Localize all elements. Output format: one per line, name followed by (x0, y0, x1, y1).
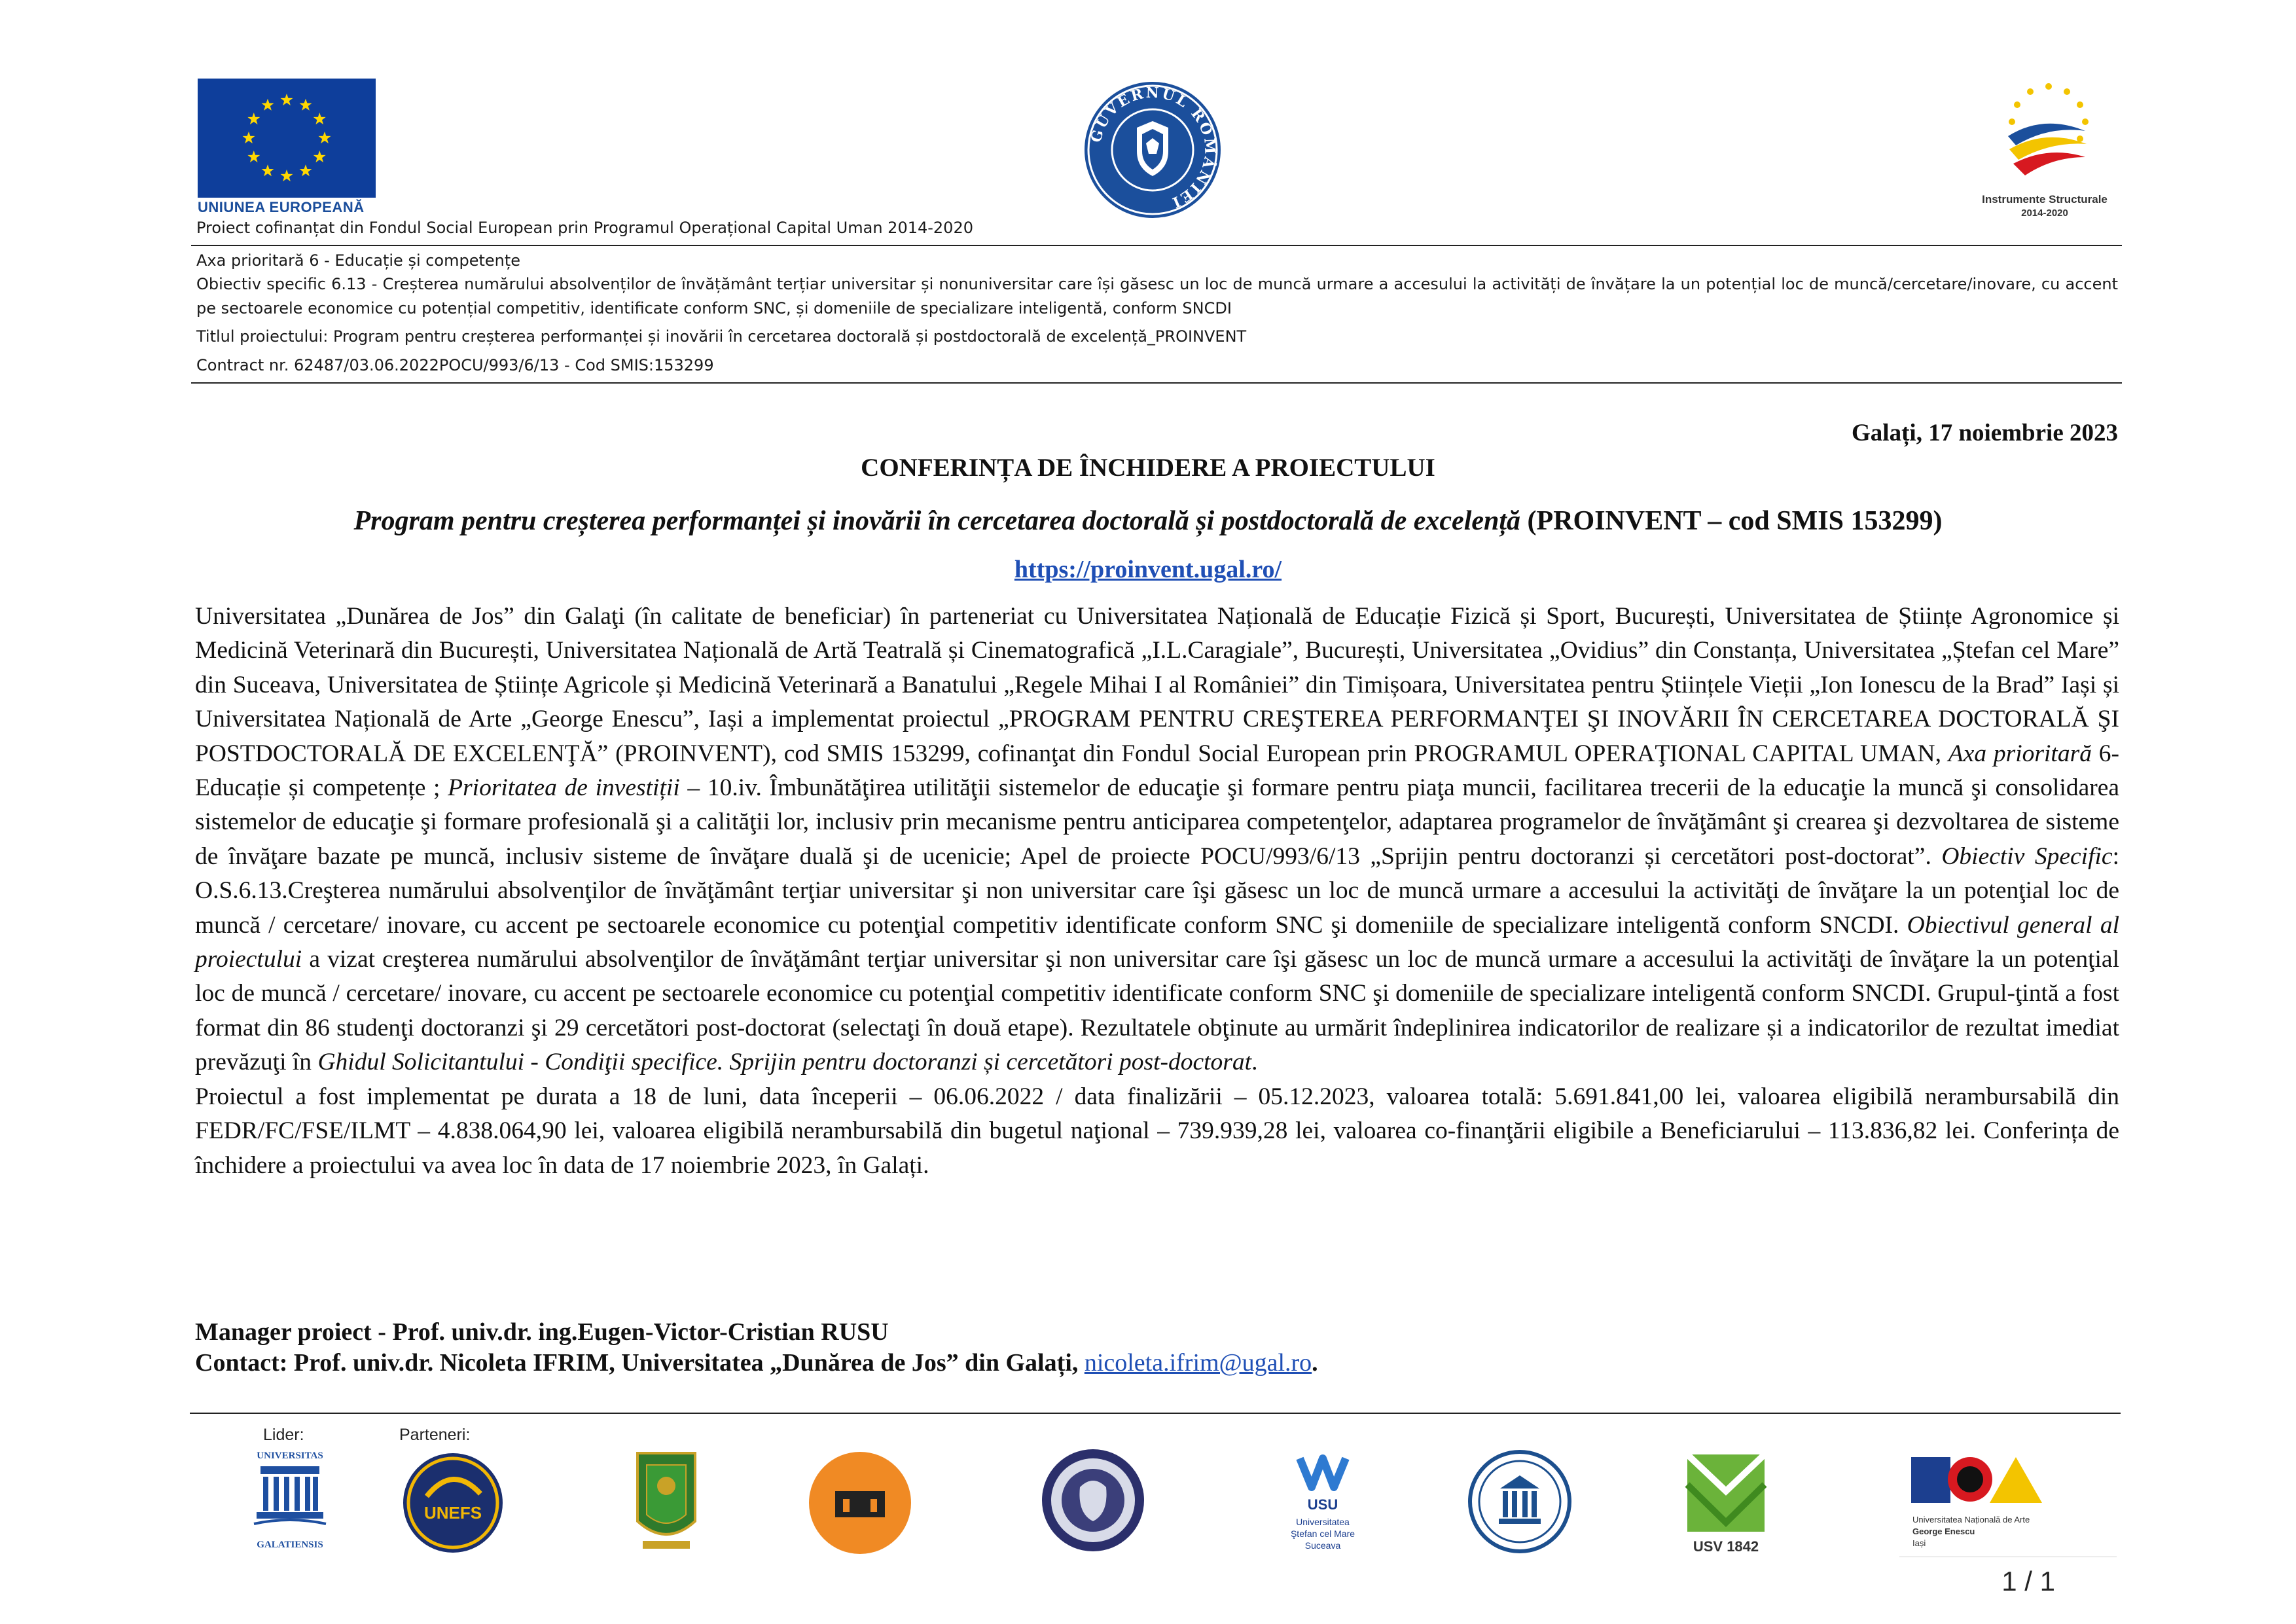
project-website-link[interactable]: https://proinvent.ugal.ro/ (1014, 556, 1282, 583)
svg-text:Suceava: Suceava (1304, 1540, 1341, 1551)
svg-text:George Enescu: George Enescu (1912, 1526, 1975, 1536)
footer-rule (190, 1413, 2121, 1414)
svg-text:Universitatea Națională de Art: Universitatea Națională de Arte (1912, 1515, 2030, 1525)
leader-label: Lider: (263, 1426, 304, 1444)
eu-star-icon (243, 132, 255, 143)
eu-star-icon (314, 113, 326, 124)
partners-label: Parteneri: (399, 1426, 471, 1444)
conference-title: CONFERINȚA DE ÎNCHIDERE A PROIECTULUI (861, 454, 1435, 482)
svg-text:UNIVERSITAS: UNIVERSITAS (257, 1451, 323, 1461)
body-paragraph-2: Proiectul a fost implementat pe durata a 18 de luni, data începerii – 06.06.2022 / data finalizării – 05.12.2023, valoarea totală: 5.691.841,00 lei, valoarea eligibilă nerambursabilă din FEDR/FC/FSE/ILMT – 4.838.064,90 lei, valoarea eligibilă nerambursabilă din bugetul naţional – 739.939,28 lei, valoarea co-finanţării eligibile a Beneficiarului – 113.836,82 lei. Conferința de închidere a proiectului va avea loc în data de 17 noiembrie 2023, în Galați. (195, 1083, 2119, 1179)
is-caption-2: 2014-2020 (2021, 208, 2068, 219)
government-seal-logo (1083, 81, 1222, 219)
subtitle-italic: Program pentru creșterea performanței și inovării în cercetarea doctorală și postdoctorală de excelență (353, 506, 1521, 536)
subtitle-tail: (PROINVENT – cod SMIS 153299) (1520, 506, 1943, 536)
eu-star-icon (262, 99, 274, 111)
specific-objective: Obiectiv specific 6.13 - Creșterea numărului absolvenților de învățământ terțiar universitar și nonuniversitar care își găsesc un loc de muncă urmare a accesului la activități de învățare la un potențial loc de muncă/cercetare/inovare, cu accent pe sectoarele economice cu potențial competitiv, identificate conform SNC, și domeniile de specializare inteligentă, conform SNCDI (196, 275, 2118, 317)
svg-text:GALATIENSIS: GALATIENSIS (257, 1540, 323, 1550)
header-rule-bottom (191, 382, 2122, 384)
unatc-logo (808, 1451, 912, 1559)
body-text (195, 600, 2119, 1183)
contact-line: Contact: Prof. univ.dr. Nicoleta IFRIM, Universitatea „Dunărea de Jos” din Galați, nicoleta.ifrim@ugal.ro. (195, 1349, 1318, 1377)
svg-text:UNEFS: UNEFS (423, 1503, 482, 1523)
header-rule-top (191, 245, 2122, 246)
usamv-shield-logo (634, 1449, 699, 1557)
eu-star-icon (281, 170, 293, 181)
eu-stars-icon (198, 79, 376, 198)
eu-star-icon (247, 113, 260, 124)
eu-star-icon (300, 164, 312, 176)
eu-star-icon (319, 132, 331, 143)
page-number: 1 / 1 (2001, 1566, 2055, 1597)
eu-star-icon (314, 151, 326, 162)
eu-star-icon (262, 164, 274, 176)
unage-logo (1906, 1452, 2056, 1560)
structural-instruments-logo (1970, 77, 2119, 221)
eu-star-icon (247, 151, 260, 162)
svg-text:Universitatea: Universitatea (1296, 1517, 1350, 1527)
usvt-logo (1467, 1449, 1572, 1557)
project-subtitle (0, 505, 2296, 537)
svg-text:USV 1842: USV 1842 (1693, 1538, 1759, 1555)
cofinance-line: Proiect cofinanțat din Fondul Social European prin Programul Operațional Capital Uman 2014-2020 (196, 219, 973, 237)
project-title-line: Titlul proiectului: Program pentru creșterea performanței și inovării în cercetarea doctorală și postdoctorală de excelență_PROINVENT (196, 327, 1247, 346)
ugal-logo (247, 1448, 332, 1556)
usv1842-logo (1683, 1452, 1768, 1560)
body-paragraph-1: Universitatea „Dunărea de Jos” din Galaţi (în calitate de beneficiar) în parteneriat cu Universitatea Națională de Educație Fizică și Sport, București, Universitatea de Științe Agronomice și Medicină Veterinară din București, Universitatea Națională de Artă Teatrală și Cinematografică „I.L.Caragiale”, București, Universitatea „Ovidius” din Constanța, Universitatea „Ștefan cel Mare” din Suceava, Universitatea de Științe Agricole și Medicină Veterinară a Banatului „Regele Mihai I al României” din Timișoara, Universitatea pentru Științele Vieții „Ion Ionescu de la Brad” Iași și Universitatea Națională de Arte „George Enescu”, Iași a implementat proiectul „PROGRAM PENTRU CREŞTEREA PERFORMANŢEI ŞI INOVĂRII ÎN CERCETAREA DOCTORALĂ ŞI POSTDOCTORALĂ DE EXCELENŢĂ” (PROINVENT), cod SMIS 153299, cofinanţat din Fondul Social European prin PROGRAMUL OPERAŢIONAL CAPITAL UMAN, Axa prioritară 6- Educație și competențe ; Prioritatea de investiții – 10.iv. Îmbunătăţirea utilităţii sistemelor de educaţie şi formare pentru piaţa muncii, facilitarea trecerii de la educaţie la muncă şi consolidarea sistemelor de educaţie şi formare profesională şi a calităţii lor, inclusiv prin mecanisme pentru anticiparea competenţelor, adaptarea programelor de învăţământ şi crearea şi dezvoltarea de sisteme de învăţare bazate pe muncă, inclusiv sisteme de învăţare duală şi de ucenicie; Apel de proiecte POCU/993/6/13 „Sprijin pentru doctoranzi și cercetători post-doctorat”. Obiectiv Specific: O.S.6.13.Creşterea numărului absolvenţilor de învăţământ terţiar universitar şi non universitar care îşi găsesc un loc de muncă urmare a accesului la activităţi de învăţare la un potenţial loc de muncă / cercetare/ inovare, cu accent pe sectoarele economice cu potenţial competitiv identificate conform SNC şi domeniile de specializare inteligentă conform SNCDI. Obiectivul general al proiectului a vizat creşterea numărului absolvenţilor de învăţământ terţiar universitar şi non universitar care îşi găsesc un loc de muncă urmare a accesului la activităţi de învăţare la un potenţial loc de muncă / cercetare/ inovare, cu accent pe sectoarele economice cu potenţial competitiv identificate conform SNC şi domeniile de specializare inteligentă conform SNCDI. Grupul-ţintă a fost format din 86 studenţi doctoranzi şi 29 cercetători post-doctorat (selectaţi în două etape). Rezultatele obţinute au urmărit îndeplinirea indicatorilor de realizare și a indicatorilor de rezultat imediat prevăzuţi în Ghidul Solicitantului - Condiţii specifice. Sprijin pentru doctoranzi și cercetători post-doctorat. (195, 603, 2119, 1076)
eu-flag-logo (198, 79, 376, 198)
priority-axis-line: Axa prioritară 6 - Educație și competențe (196, 251, 521, 270)
is-caption-1: Instrumente Structurale (1982, 193, 2108, 206)
seal-text: GUVERNUL ROMÂNIEI (1087, 84, 1219, 212)
unefs-logo (401, 1451, 505, 1559)
svg-text:Ştefan cel Mare: Ştefan cel Mare (1290, 1528, 1355, 1539)
contract-line: Contract nr. 62487/03.06.2022POCU/993/6/13 - Cod SMIS:153299 (196, 356, 714, 374)
project-manager: Manager proiect - Prof. univ.dr. ing.Eugen-Victor-Cristian RUSU (195, 1318, 889, 1346)
eu-star-icon (281, 94, 293, 105)
eu-caption: UNIUNEA EUROPEANĂ (198, 199, 365, 215)
svg-text:USU: USU (1307, 1496, 1338, 1513)
contact-email-link[interactable]: nicoleta.ifrim@ugal.ro (1084, 1349, 1312, 1377)
document-date: Galați, 17 noiembrie 2023 (1852, 420, 2118, 446)
eu-star-icon (300, 99, 312, 111)
usv-logo (1274, 1445, 1372, 1559)
ovidius-logo (1041, 1448, 1145, 1556)
svg-text:Iași: Iași (1912, 1538, 1926, 1548)
